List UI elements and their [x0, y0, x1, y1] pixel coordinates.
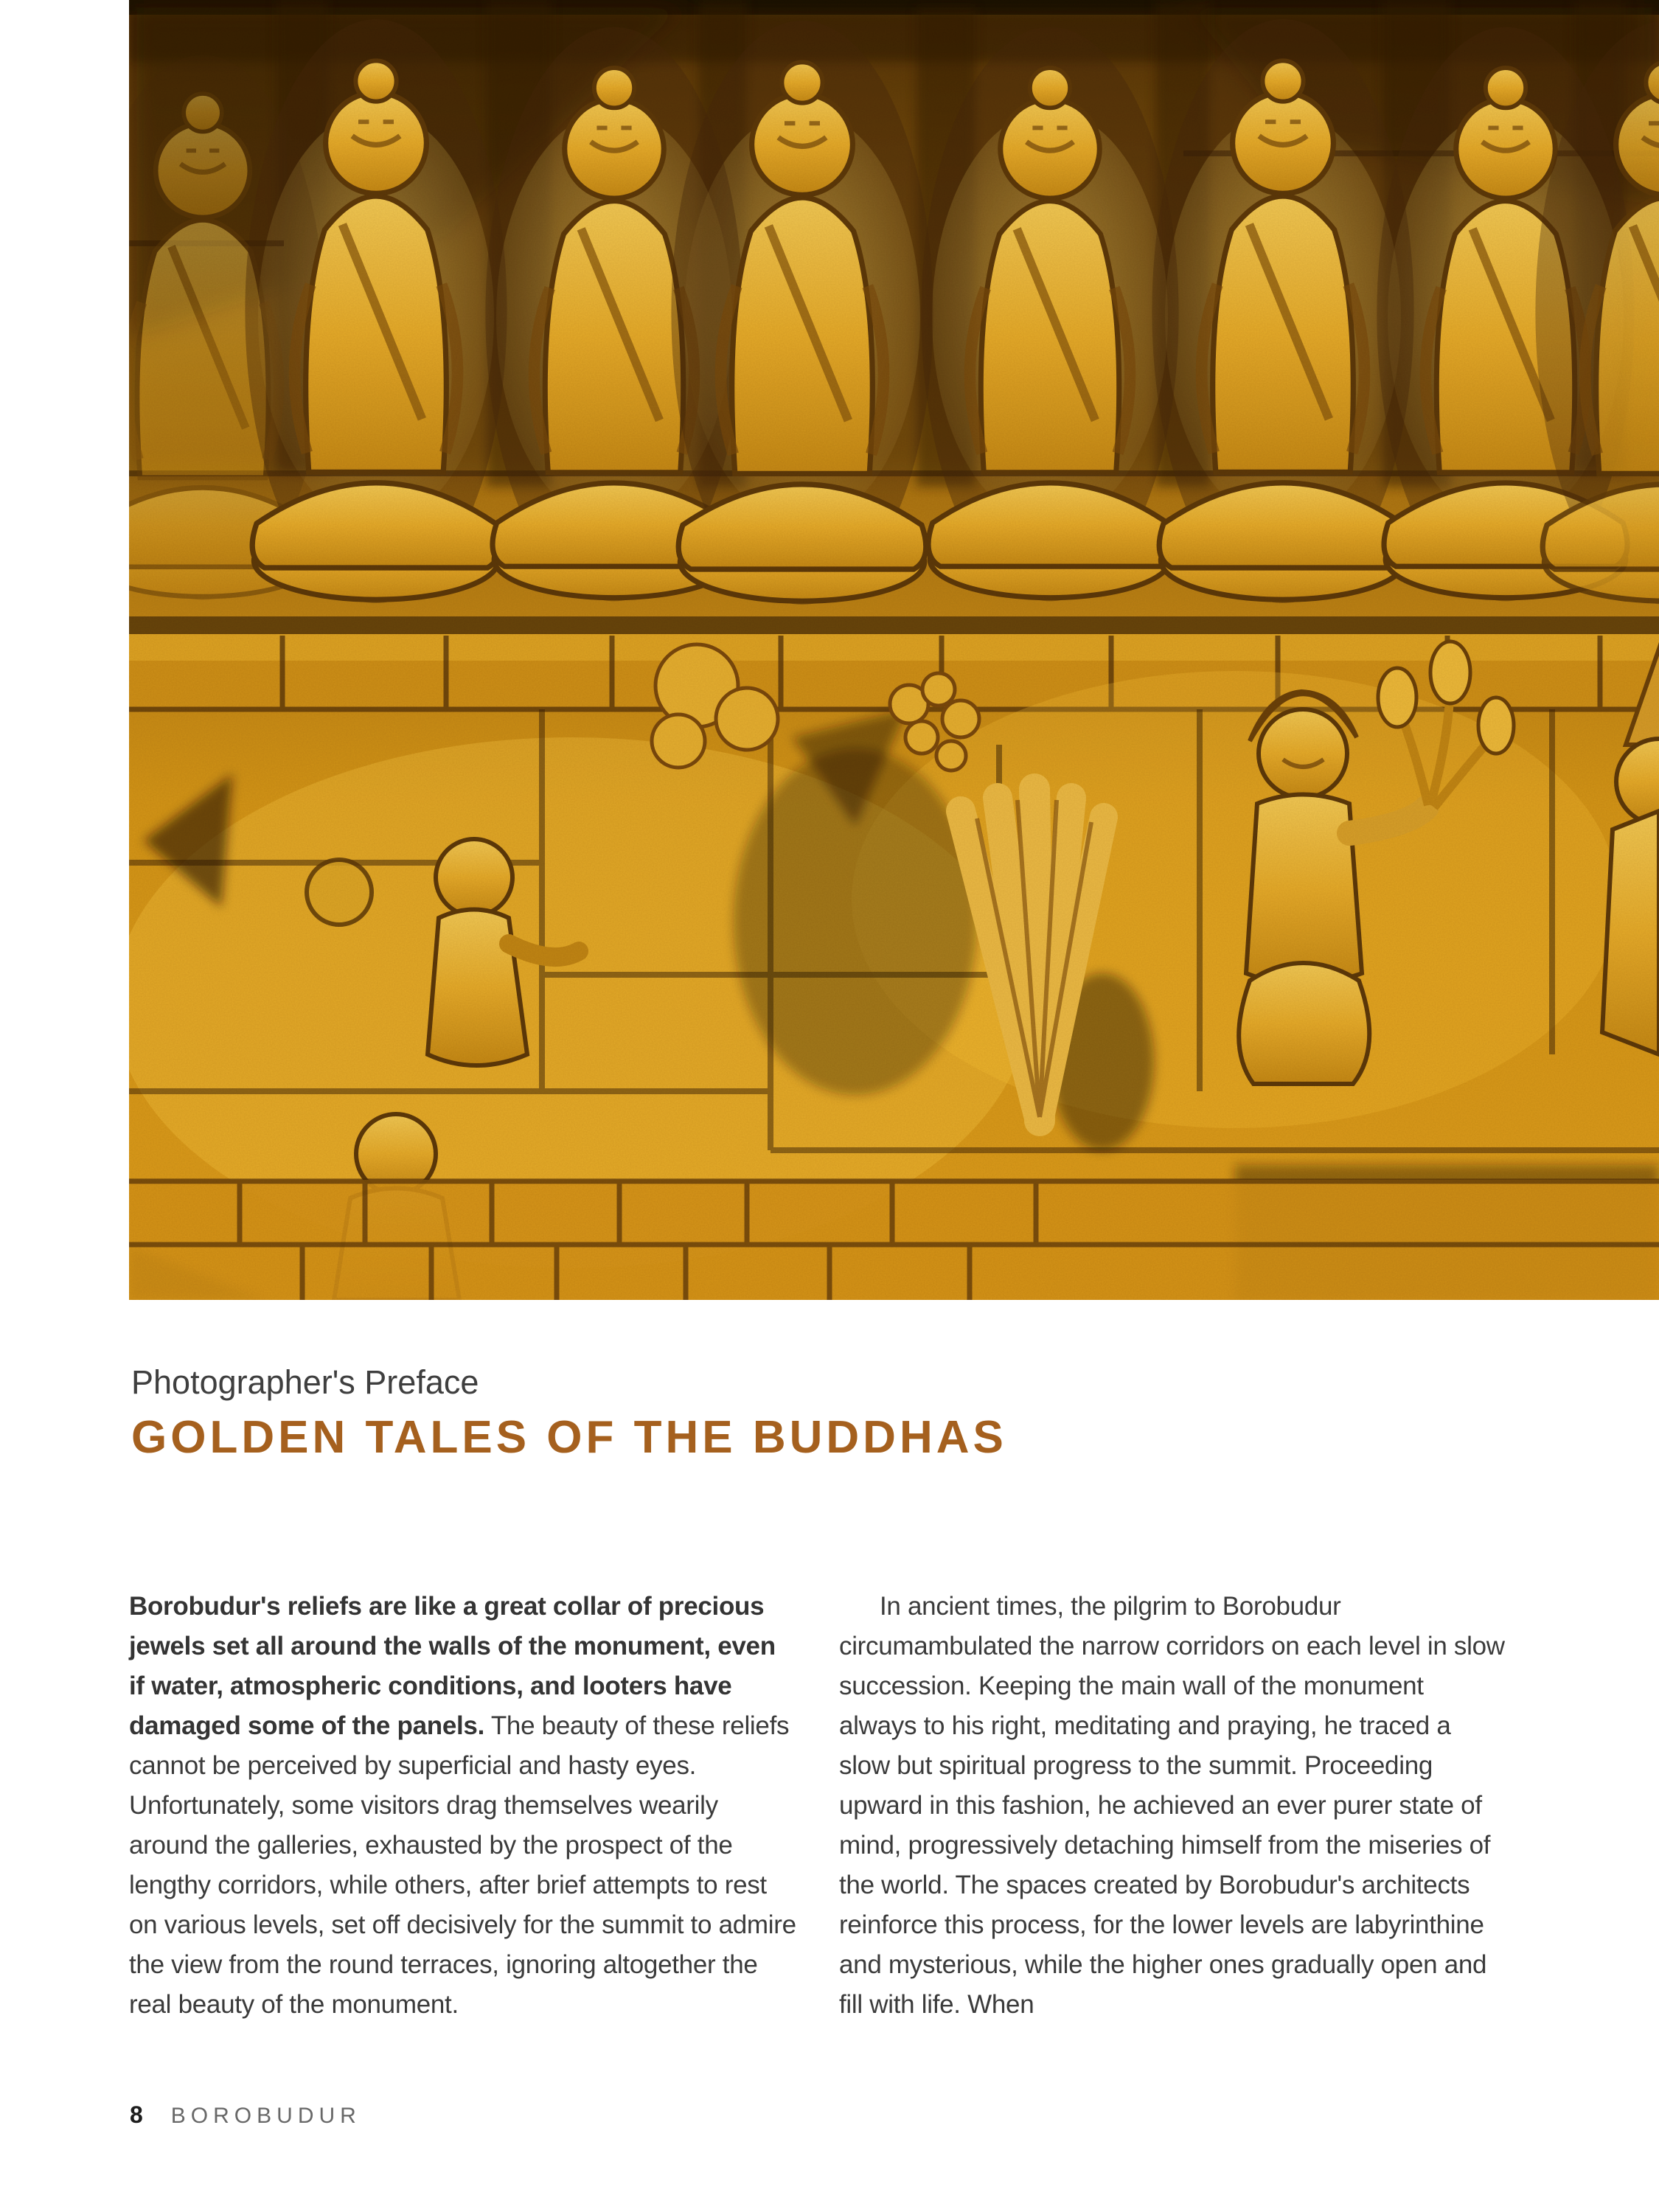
relief-illustration	[129, 0, 1659, 1300]
page-number: 8	[130, 2101, 143, 2128]
borobudur-relief-photo	[129, 0, 1659, 1300]
lead-bold-text: Borobudur's reliefs are like a great collar of precious jewels set all around the walls of the monument, even if water, atmospheric conditions, and looters have damaged some of the panels.	[129, 1592, 776, 1740]
lead-rest-text: The beauty of these reliefs cannot be perceived by superficial and hasty eyes. Unfortunately, some visitors drag themselves wearily around the galleries, exhausted by the prospect of the lengthy corridors, while others, after brief attempts to rest on various levels, set off decisively for the summit to admire the view from the round terraces, ignoring altogether the real beauty of the monument.	[129, 1711, 796, 2019]
lead-paragraph	[129, 1587, 796, 2025]
page-footer	[130, 2101, 361, 2129]
book-title: BOROBUDUR	[170, 2104, 361, 2128]
body-column-left	[129, 1587, 796, 2025]
second-paragraph: In ancient times, the pilgrim to Borobudur circumambulated the narrow corridors on each level in slow succession. Keeping the main wall of the monument always to his right, meditating and praying, he traced a slow but spiritual progress to the summit. Proceeding upward in this fashion, he achieved an ever purer state of mind, progressively detaching himself from the miseries of the world. The spaces created by Borobudur's architects reinforce this process, for the lower levels are labyrinthine and mysterious, while the higher ones gradually open and fill with life. When	[839, 1592, 1505, 2019]
page-title: GOLDEN TALES OF THE BUDDHAS	[131, 1412, 1007, 1463]
body-column-right	[839, 1587, 1506, 2025]
section-kicker: Photographer's Preface	[131, 1363, 479, 1401]
